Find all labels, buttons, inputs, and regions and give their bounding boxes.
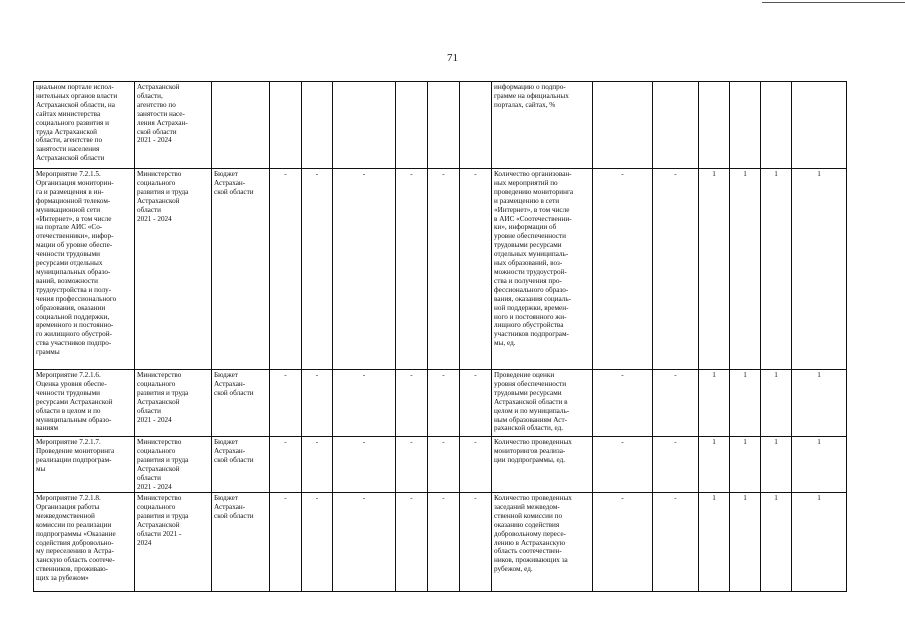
funding-value-cell: - [460,169,492,370]
page-number: 71 [447,52,458,64]
funding-value-cell [302,82,333,169]
funding-value-cell: - [302,493,333,592]
funding-value-cell: - [460,370,492,437]
funding-value-cell: - [333,437,396,493]
target-value-cell: - [653,437,699,493]
target-value-cell: 1 [761,370,792,437]
funding-source-cell [212,82,270,169]
indicator-cell: Количество организован- ных мероприятий по проведению мониторинга и размещению в сети «Интернет», в том числе в АИС «Соотечественни- ки», информации об уровне обеспеченности трудовыми ресурсами отдельных муниципаль- ных образований, воз- можности трудоустрой- ства и получения про- фессионального образо- вания, оказания социаль- ной поддержки, времен- ного и постоянного жи- лищного обустройства участников подпрограм- мы, ед. [492,169,593,370]
funding-value-cell: - [396,169,428,370]
target-value-cell: 1 [792,169,847,370]
funding-value-cell: - [270,437,302,493]
top-edge-rule [762,2,905,3]
measure-cell: Мероприятие 7.2.1.6. Оценка уровня обеспе- ченности трудовыми ресурсами Астраханской области в целом и по муниципальным образо- ваниям [34,370,135,437]
target-value-cell [730,82,761,169]
target-value-cell [761,82,792,169]
target-value-cell [792,82,847,169]
funding-value-cell: - [396,493,428,592]
target-value-cell: 1 [761,437,792,493]
funding-value-cell: - [428,437,460,493]
target-value-cell: 1 [699,493,730,592]
target-value-cell: 1 [699,169,730,370]
funding-value-cell: - [396,437,428,493]
indicator-cell: Количество проведенных заседаний межведом- ственной комиссии по оказанию содействия добровольному пересе- лению в Астраханскую область соотечествен- ников, проживающих за рубежом, ед. [492,493,593,592]
measure-cell: Мероприятие 7.2.1.7. Проведение мониторинга реализации подпрограм- мы [34,437,135,493]
indicator-cell: Проведение оценки уровня обеспеченности трудовыми ресурсами Астраханской области в целом и по муниципаль- ным образованиям Аст- раханской области, ед. [492,370,593,437]
funding-value-cell: - [428,169,460,370]
funding-value-cell: - [333,169,396,370]
funding-value-cell: - [302,437,333,493]
target-value-cell: - [593,169,653,370]
program-measures-table [33,81,847,592]
target-value-cell: - [653,169,699,370]
target-value-cell [593,82,653,169]
funding-value-cell: - [333,370,396,437]
executor-cell: Министерство социального развития и труда Астраханской области 2021 - 2024 [135,169,212,370]
funding-value-cell [428,82,460,169]
measure-cell: циальном портале испол- нительных органов власти Астраханской области, на сайтах министерства социального развития и труда Астраханской области, агентстве по занятости населения Астраханской области [34,82,135,169]
executor-cell: Министерство социального развития и труда Астраханской области 2021 - 2024 [135,370,212,437]
measure-cell: Мероприятие 7.2.1.8. Организация работы межведомственной комиссии по реализации подпрограммы «Оказание содействия добровольно- му переселению в Астра- ханскую область соотече- ственников, проживаю- щих за рубежом» [34,493,135,592]
target-value-cell: 1 [761,169,792,370]
target-value-cell: - [653,493,699,592]
table-row [34,437,847,493]
indicator-cell: информацию о подпро- грамме на официальных порталах, сайтах, % [492,82,593,169]
funding-source-cell: Бюджет Астрахан- ской области [212,437,270,493]
target-value-cell: 1 [761,493,792,592]
funding-source-cell: Бюджет Астрахан- ской области [212,493,270,592]
funding-value-cell: - [302,370,333,437]
target-value-cell [699,82,730,169]
funding-value-cell: - [333,493,396,592]
funding-value-cell: - [428,493,460,592]
table-row [34,169,847,370]
table-row [34,493,847,592]
executor-cell: Министерство социального развития и труда Астраханской области 2021 - 2024 [135,493,212,592]
target-value-cell: 1 [699,437,730,493]
target-value-cell: 1 [730,370,761,437]
funding-value-cell: - [428,370,460,437]
funding-value-cell: - [270,493,302,592]
funding-value-cell: - [302,169,333,370]
target-value-cell: - [653,370,699,437]
table-row [34,82,847,169]
measure-cell: Мероприятие 7.2.1.5. Организация мониторин- га и размещения в ин- формационной телеком- муникационной сети «Интернет», в том числе на портале АИС «Со- отечественники», инфор- мации об уровне обеспе- ченности трудовыми ресурсами отдельных муниципальных образо- ваний, возможности трудоустройства и полу- чения профессионального образования, оказании социальной поддержки, временного и постоянно- го жилищного обустрой- ства участников подпро- граммы [34,169,135,370]
funding-value-cell [396,82,428,169]
funding-value-cell [270,82,302,169]
funding-value-cell: - [270,370,302,437]
target-value-cell: 1 [730,169,761,370]
funding-source-cell: Бюджет Астрахан- ской области [212,370,270,437]
funding-value-cell: - [270,169,302,370]
executor-cell: Астраханской области, агентство по занятости насе- ления Астрахан- ской области 2021 - 2024 [135,82,212,169]
target-value-cell [653,82,699,169]
target-value-cell: - [593,437,653,493]
funding-value-cell: - [460,493,492,592]
funding-value-cell: - [460,437,492,493]
indicator-cell: Количество проведенных мониторингов реализа- ции подпрограммы, ед. [492,437,593,493]
funding-value-cell: - [396,370,428,437]
funding-source-cell: Бюджет Астрахан- ской области [212,169,270,370]
target-value-cell: 1 [792,493,847,592]
target-value-cell: - [593,370,653,437]
table-row [34,370,847,437]
target-value-cell: 1 [792,437,847,493]
funding-value-cell [460,82,492,169]
funding-value-cell [333,82,396,169]
target-value-cell: 1 [730,437,761,493]
executor-cell: Министерство социального развития и труда Астраханской области 2021 - 2024 [135,437,212,493]
target-value-cell: - [593,493,653,592]
target-value-cell: 1 [699,370,730,437]
target-value-cell: 1 [730,493,761,592]
target-value-cell: 1 [792,370,847,437]
